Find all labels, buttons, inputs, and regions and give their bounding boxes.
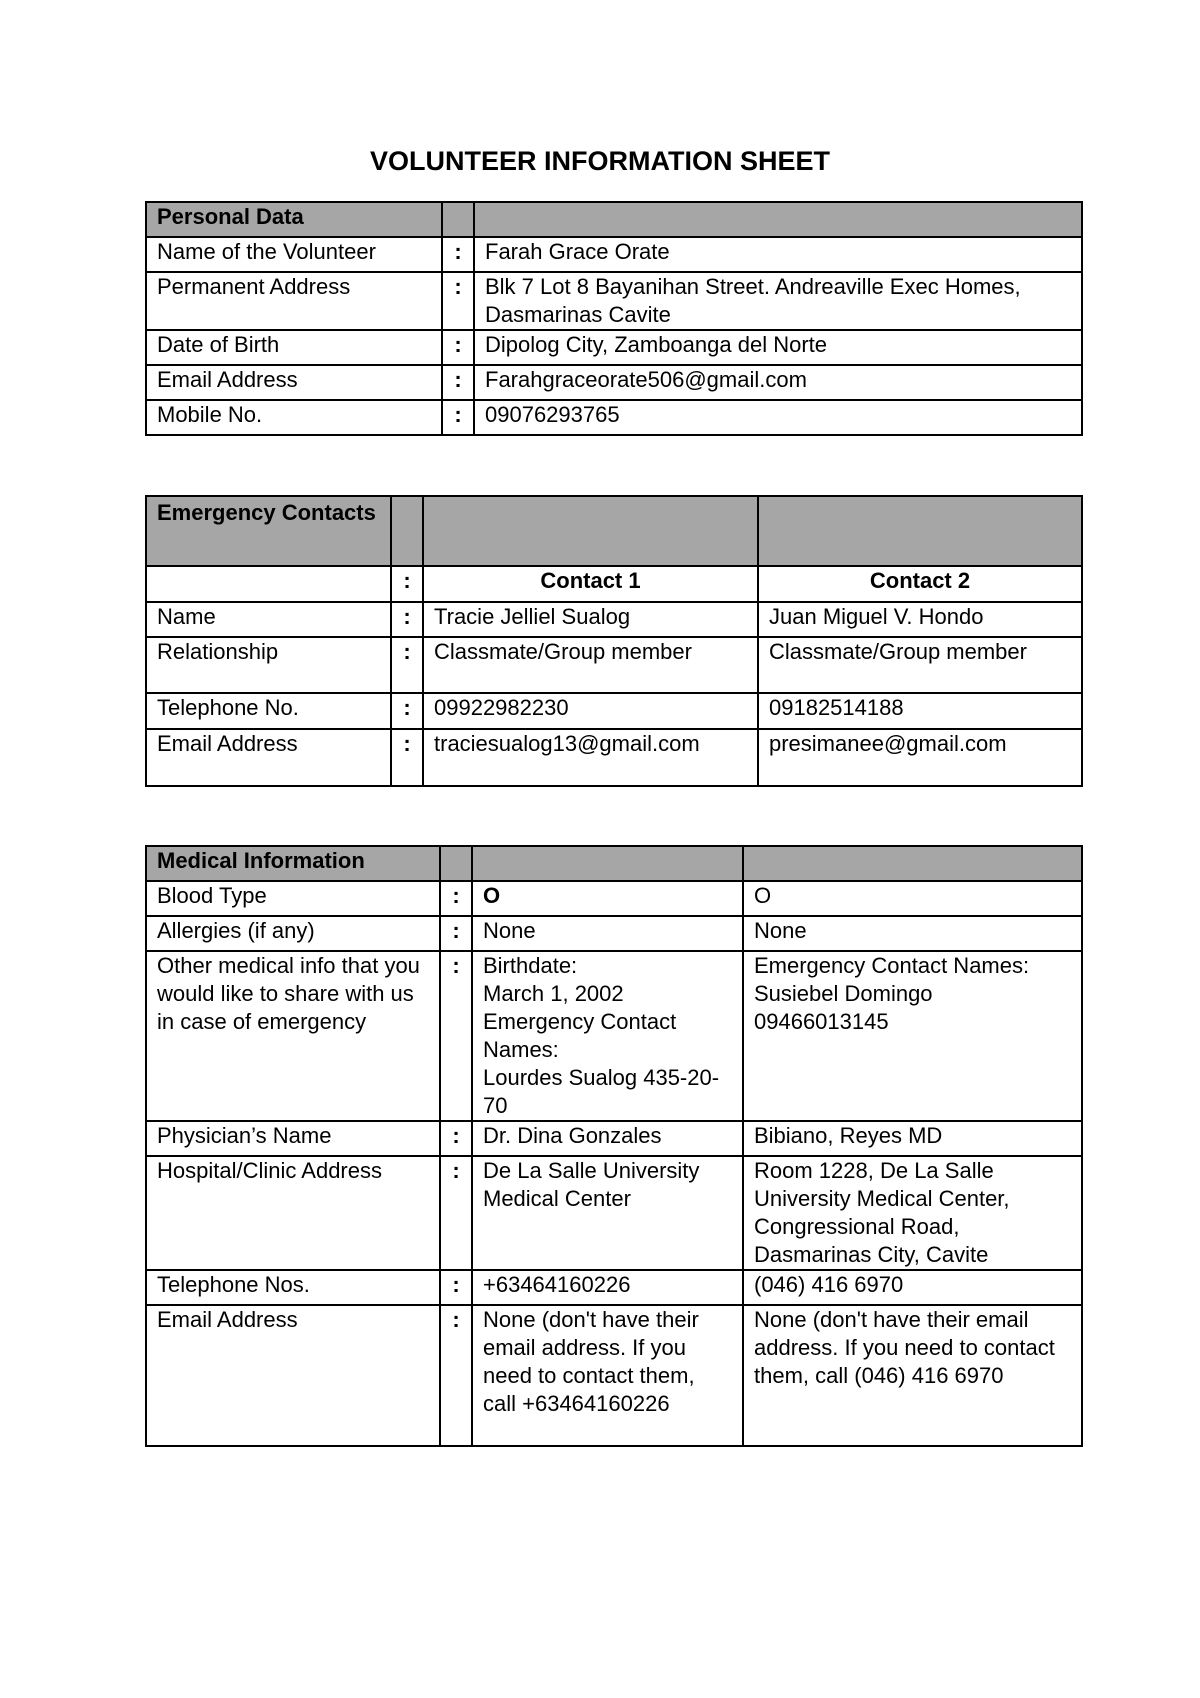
header-spacer: [472, 846, 743, 881]
hospital-telephone-1: +63464160226: [472, 1270, 743, 1305]
header-spacer: [391, 496, 423, 566]
field-label: Email Address: [146, 729, 391, 786]
contact-2-email: presimanee@gmail.com: [758, 729, 1082, 786]
header-spacer: [442, 202, 474, 237]
volunteer-name-value: Farah Grace Orate: [474, 237, 1082, 272]
colon-separator: :: [391, 602, 423, 637]
table-row: [146, 1305, 1082, 1446]
hospital-email-1: None (don't have their email address. If you need to contact them, call +63464160226: [472, 1305, 743, 1446]
colon-separator: :: [442, 330, 474, 365]
colon-separator: :: [440, 916, 472, 951]
blood-type-2: O: [743, 881, 1082, 916]
contact-1-name: Tracie Jelliel Sualog: [423, 602, 758, 637]
emergency-contacts-table: [145, 495, 1083, 787]
email-address-value: Farahgraceorate506@gmail.com: [474, 365, 1082, 400]
blood-type-1: O: [472, 881, 743, 916]
field-label: Email Address: [146, 365, 442, 400]
field-label: Allergies (if any): [146, 916, 440, 951]
table-row: [146, 916, 1082, 951]
colon-separator: :: [391, 729, 423, 786]
contact-2-heading: Contact 2: [758, 566, 1082, 602]
physician-name-1: Dr. Dina Gonzales: [472, 1121, 743, 1156]
colon-separator: :: [442, 400, 474, 435]
emergency-header-row: [146, 496, 1082, 566]
table-row: [146, 365, 1082, 400]
field-label: Name: [146, 602, 391, 637]
field-label: Date of Birth: [146, 330, 442, 365]
personal-data-header-row: [146, 202, 1082, 237]
contact-2-telephone: 09182514188: [758, 693, 1082, 729]
table-row: [146, 237, 1082, 272]
field-label: Email Address: [146, 1305, 440, 1446]
field-label: Mobile No.: [146, 400, 442, 435]
table-row: [146, 693, 1082, 729]
header-spacer: [758, 496, 1082, 566]
colon-separator: :: [442, 272, 474, 330]
field-label: Physician’s Name: [146, 1121, 440, 1156]
other-medical-info-2: Emergency Contact Names: Susiebel Domingo 09466013145: [743, 951, 1082, 1121]
contact-2-name: Juan Miguel V. Hondo: [758, 602, 1082, 637]
table-row: [146, 637, 1082, 693]
table-row: [146, 1156, 1082, 1270]
mobile-number-value: 09076293765: [474, 400, 1082, 435]
table-row: [146, 1121, 1082, 1156]
hospital-email-2: None (don't have their email address. If you need to contact them, call (046) 416 6970: [743, 1305, 1082, 1446]
personal-data-table: [145, 201, 1083, 436]
page-title: VOLUNTEER INFORMATION SHEET: [369, 146, 830, 176]
contact-1-relationship: Classmate/Group member: [423, 637, 758, 693]
contact-columns-row: [146, 566, 1082, 602]
contact-1-telephone: 09922982230: [423, 693, 758, 729]
colon-separator: :: [440, 1121, 472, 1156]
field-label: Hospital/Clinic Address: [146, 1156, 440, 1270]
hospital-address-2: Room 1228, De La Salle University Medical Center, Congressional Road, Dasmarinas City, Cavite: [743, 1156, 1082, 1270]
field-label: Relationship: [146, 637, 391, 693]
other-medical-info-1: Birthdate: March 1, 2002 Emergency Contact Names: Lourdes Sualog 435-20-70: [472, 951, 743, 1121]
header-spacer: [423, 496, 758, 566]
table-row: [146, 400, 1082, 435]
header-spacer: [474, 202, 1082, 237]
field-label: Permanent Address: [146, 272, 442, 330]
personal-data-header: Personal Data: [146, 202, 442, 237]
colon-separator: :: [391, 637, 423, 693]
allergies-1: None: [472, 916, 743, 951]
colon-separator: :: [442, 365, 474, 400]
colon-separator: :: [440, 1270, 472, 1305]
colon-separator: :: [440, 881, 472, 916]
table-row: [146, 602, 1082, 637]
field-label: Name of the Volunteer: [146, 237, 442, 272]
field-label: Blood Type: [146, 881, 440, 916]
medical-information-header: Medical Information: [146, 846, 440, 881]
table-row: [146, 951, 1082, 1121]
contact-1-heading: Contact 1: [423, 566, 758, 602]
hospital-telephone-2: (046) 416 6970: [743, 1270, 1082, 1305]
colon-separator: :: [442, 237, 474, 272]
table-row: [146, 881, 1082, 916]
table-row: [146, 272, 1082, 330]
colon-separator: :: [440, 1156, 472, 1270]
colon-separator: :: [391, 566, 423, 602]
table-row: [146, 1270, 1082, 1305]
hospital-address-1: De La Salle University Medical Center: [472, 1156, 743, 1270]
colon-separator: :: [440, 1305, 472, 1446]
emergency-contacts-header: Emergency Contacts: [146, 496, 391, 566]
field-label: Other medical info that you would like to share with us in case of emergency: [146, 951, 440, 1121]
table-row: [146, 729, 1082, 786]
permanent-address-value: Blk 7 Lot 8 Bayanihan Street. Andreaville Exec Homes, Dasmarinas Cavite: [474, 272, 1082, 330]
colon-separator: :: [440, 951, 472, 1121]
field-label: Telephone No.: [146, 693, 391, 729]
colon-separator: :: [391, 693, 423, 729]
allergies-2: None: [743, 916, 1082, 951]
date-of-birth-value: Dipolog City, Zamboanga del Norte: [474, 330, 1082, 365]
contact-1-email: traciesualog13@gmail.com: [423, 729, 758, 786]
medical-information-table: [145, 845, 1083, 1447]
header-spacer: [743, 846, 1082, 881]
physician-name-2: Bibiano, Reyes MD: [743, 1121, 1082, 1156]
empty-cell: [146, 566, 391, 602]
medical-header-row: [146, 846, 1082, 881]
table-row: [146, 330, 1082, 365]
contact-2-relationship: Classmate/Group member: [758, 637, 1082, 693]
header-spacer: [440, 846, 472, 881]
field-label: Telephone Nos.: [146, 1270, 440, 1305]
